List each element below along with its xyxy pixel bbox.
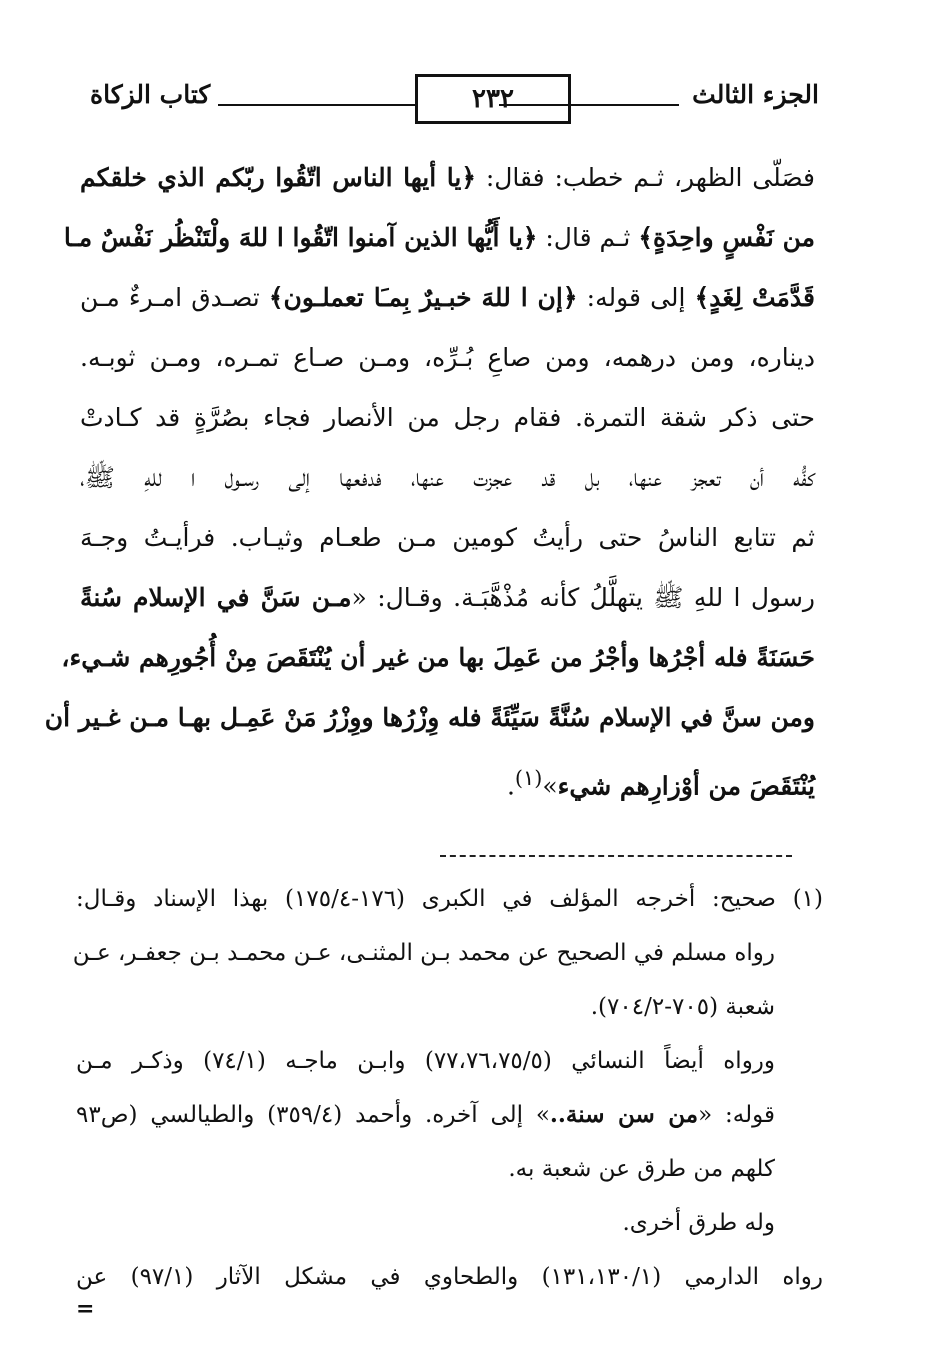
text-line: فصَلّى الظهر، ثـم خطب: فقال: ﴿يا أيها الناس اتّقُوا ربّكم الذي خلقكم [80, 163, 816, 192]
hadith-line: ومن سنَّ في الإسلام سُنَّةً سَيِّئَةً فله وِزْرُها ووِزْرُ مَنْ عَمِـل بهـا مـن غـير أن [44, 703, 815, 732]
hadith-quote: مـن سَنَّ في الإسلام سُنةً [80, 583, 352, 612]
page-header [90, 72, 819, 132]
footnote-line: شعبة (٧٠٥-٧٠٤/٢). [590, 994, 775, 1020]
text-line: يُنْتَقَصَ من أوْزارِهم شيء»$^{(١)}$. [506, 766, 815, 801]
quran-quote: ﴿يا أيها الناس اتّقُوا ربّكم الذي خلقكم [80, 163, 476, 192]
footnotes [72, 872, 824, 1304]
footnote-line: رواه مسلم في الصحيح عن محمد بـن المثنـى، عـن محمـد بـن جعفـر، عـن [72, 940, 775, 966]
footnote-ref: (١) [514, 766, 543, 790]
page-number: ٢٣٢ [415, 74, 571, 124]
text-line: حتى ذكر شقة التمرة. فقام رجل من الأنصار فجاء بصُرَّةٍ قد كـادتْ [80, 403, 815, 432]
book-title: كتاب الزكاة [90, 80, 211, 109]
footnote-line: قوله: «من سن سنة..» إلى آخره. وأحمد (٣٥٩/٤) والطيالسي (ص٩٣ [76, 1101, 775, 1128]
volume-title: الجزء الثالث [692, 80, 819, 109]
hadith-line: حَسَنَةً فله أجْرُها وأجْرُ من عَمِلَ بها من غير أن يُنْتَقَصَ مِنْ أُجُورِهم شـيء، [61, 643, 815, 672]
quran-quote: ﴿يا أَيُّها الذين آمنوا اتّقُوا ا للهَ ولْتَنْظُر نَفْسٌ مـا [63, 223, 538, 252]
footnote-line: (١) صحيح: أخرجه المؤلف في الكبرى (١٧٦-١٧٥/٤) بهذا الإسناد وقـال: [76, 886, 824, 912]
text-line: كفُّه أن تعجز عنها، بل قد عجزت عنها، فدفعها إلى رسـول ا للهِ ﷺ، [80, 463, 815, 492]
quran-quote: من نَفْسٍ واحِدَةٍ﴾ [638, 223, 815, 252]
footnote-line: كلهم من طرق عن شعبة به. [508, 1156, 775, 1182]
text-line: ثم تتابع الناسُ حتى رأيتُ كومين مـن طعـام وثيـاب. فرأيـتُ وجـهَ [80, 523, 815, 552]
quran-quote: قَدَّمَتْ لِغَدٍ﴾ [694, 283, 815, 312]
header-rule-left [218, 104, 416, 106]
footnote-line: رواه الدارمي (١٣١،١٣٠/١) والطحاوي في مشكل الآثار (٩٧/١) عن [76, 1264, 823, 1290]
footnote-divider [440, 855, 792, 857]
main-text [44, 148, 816, 808]
text-line: رسول ا للهِ ﷺ يتهلَّلُ كأنه مُذْهَّبَـة. وقـال: «مـن سَنَّ في الإسلام سُنةً [80, 583, 815, 612]
text-line: ديناره، ومن درهمه، ومن صاعِ بُـرِّه، ومـن صـاع تمـره، ومـن ثوبـه. [80, 343, 815, 372]
quran-quote: ﴿إن ا للهَ خبـيرٌ بِمـَا تعملـون﴾ [268, 283, 578, 312]
footnote-line: وله طرق أخرى. [622, 1210, 775, 1236]
continuation-mark: = [76, 1296, 95, 1322]
footnote-marker: (١) [792, 886, 824, 912]
text-line: قَدَّمَتْ لِغَدٍ﴾ إلى قوله: ﴿إن ا للهَ خبـيرٌ بِمـَا تعملـون﴾ تصـدق امـرءٌ مـن [80, 283, 815, 312]
text-line: من نَفْسٍ واحِدَةٍ﴾ ثـم قال: ﴿يا أَيُّها الذين آمنوا اتّقُوا ا للهَ ولْتَنْظُر نَفْسٌ مـا [63, 223, 815, 252]
hadith-quote: يُنْتَقَصَ من أوْزارِهم شيء [557, 771, 815, 801]
footnote-line: ورواه أيضاً النسائي (٧٧،٧٦،٧٥/٥) وابـن ماجـه (٧٤/١) وذكـر مـن [76, 1048, 776, 1074]
